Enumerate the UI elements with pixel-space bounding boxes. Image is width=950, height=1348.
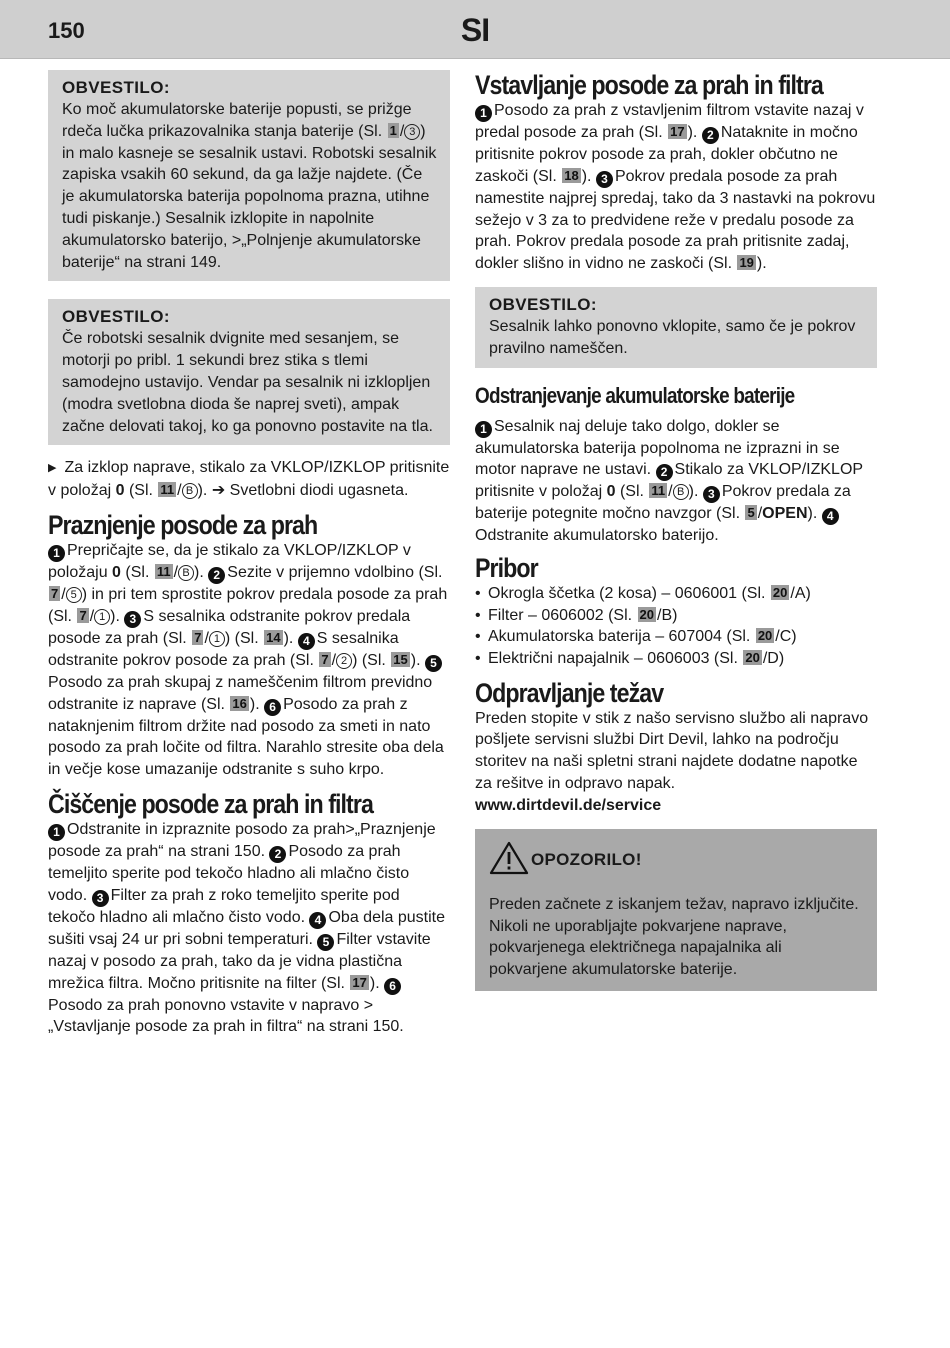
page-header	[0, 0, 950, 59]
figure-ref: 20	[772, 585, 788, 601]
left-column	[48, 70, 450, 1038]
section-title-empty-dust: Praznjenje posode za prah	[48, 509, 318, 540]
section-title-remove-battery: Odstranjevanje akumulatorske baterije	[475, 382, 795, 408]
figure-ref: 20	[745, 649, 760, 665]
figure-ref: 7	[79, 607, 87, 623]
note-box-lift	[48, 299, 450, 445]
list-item: • Električni napajalnik – 0606003 (Sl. 20 /D)	[475, 648, 877, 670]
off-instruction: ▶ Za izklop naprave, stikalo za VKLOP/IZKLOP pritisnite v položaj 0 (Sl. 11 / B ). ➔ Svetlobni diodi ugasneta.	[48, 459, 450, 500]
step-number-icon: 5	[425, 655, 442, 672]
callout-circle: 1	[209, 631, 225, 647]
step-number-icon: 5	[317, 934, 334, 951]
step-number-icon: 1	[475, 105, 492, 122]
section-body-clean-dust: 1 Odstranite in izpraznite posodo za prah>„Praznjenje posode za prah“ na strani 150. 2 Posodo za prah temeljito sperite pod tekočo hladno ali mlačno čisto vodo. 3 Filter za prah z roko temeljito sperite pod tekočo hladno ali mlačno čisto vodo. 4 Oba dela pustite sušiti vsaj 24 ur pri sobni temperaturi. 5 Filter vstavite nazaj v posodo za prah, tako da je vidna plastična mrežica filtra. Močno pritisnite na filter (Sl. 17 ). 6Posodo za prah ponovno vstavite v napravo > „Vstavljanje posode za prah in filtra“ na strani 150.	[48, 820, 446, 1036]
note-title: OBVESTILO:	[62, 78, 170, 97]
figure-ref: 19	[739, 255, 754, 271]
step-number-icon: 2	[656, 464, 673, 481]
step-number-icon: 4	[822, 508, 839, 525]
figure-ref: 20	[639, 606, 654, 622]
section-body-insert-dust: 1 Posodo za prah z vstavljenim filtrom vstavite nazaj v predal posode za prah (Sl. 17 ). 2 Nataknite in močno pritisnite pokrov posode za prah, dokler občutno ne zaskoči (Sl. 18 ). 3 Pokrov predala posode za prah namestite najprej spredaj, tako da 3 nastavki na pokrovu sežejo v 3 za to predvidene reže v predalu posode za prah. Pokrov predala posode za prah pritisnite zadaj, dokler slišno in vidno ne zaskoči (Sl. 19 ).	[475, 102, 876, 273]
step-number-icon: 4	[298, 633, 315, 650]
warning-title-row	[489, 841, 863, 880]
step-number-icon: 3	[92, 890, 109, 907]
step-number-icon: 1	[48, 824, 65, 841]
figure-ref: 18	[564, 167, 579, 183]
step-number-icon: 6	[384, 978, 401, 995]
language-code: SI	[460, 12, 490, 48]
list-item: • Filter – 0606002 (Sl. 20 /B)	[475, 605, 877, 627]
figure-ref: 7	[321, 651, 329, 667]
section-title-insert-dust: Vstavljanje posode za prah in filtra	[475, 70, 823, 100]
callout-circle: B	[182, 483, 198, 499]
figure-ref: 20	[757, 628, 773, 644]
note-text: Sesalnik lahko ponovno vklopite, samo če je pokrov pravilno nameščen.	[489, 317, 856, 357]
note-box-battery-low	[48, 70, 450, 281]
step-number-icon: 2	[702, 127, 719, 144]
figure-ref: 5	[747, 505, 755, 521]
note-title: OBVESTILO:	[489, 294, 597, 314]
triangle-bullet-icon: ▶	[48, 462, 57, 475]
callout-circle: 2	[336, 653, 352, 669]
figure-ref: 17	[670, 124, 685, 139]
step-number-icon: 3	[124, 611, 141, 628]
section-body-remove-battery: 1 Sesalnik naj deluje tako dolgo, dokler se akumulatorska baterija popolnoma ne izprazni in se motor naprave ne ustavi. 2 Stikalo za VKLOP/IZKLOP pritisnite v položaj 0 (Sl. 11 / B ). 3 Pokrov predala za baterije potegnite močno navzgor (Sl. 5 /OPEN). 4Odstranite akumulatorsko baterijo.	[475, 417, 863, 545]
figure-ref: 15	[393, 651, 408, 667]
section-title-clean-dust: Čiščenje posode za prah in filtra	[48, 788, 373, 819]
callout-circle: 1	[94, 609, 110, 625]
step-number-icon: 3	[596, 171, 613, 188]
step-number-icon: 4	[309, 912, 326, 929]
figure-ref: 7	[194, 629, 202, 645]
figure-ref: 14	[266, 629, 281, 645]
step-number-icon: 1	[48, 545, 65, 562]
warning-text: Preden začnete z iskanjem težav, napravo izključite. Nikoli ne uporabljajte pokvarjene naprave, pokvarjenega električnega napajalnika ali pokvarjene akumulatorske baterije.	[489, 895, 859, 979]
right-column	[475, 70, 877, 991]
callout-circle: 3	[404, 124, 420, 140]
note-text: Če robotski sesalnik dvignite med sesanjem, se motorji po pribl. 1 sekundi brez stika s tlemi samodejno ustavijo. Vendar pa sesalnik ni izklopljen (modra svetlobna dioda še naprej sveti), ampak začne delovati takoj, ko ga ponovno postavite na tla.	[62, 330, 433, 435]
step-number-icon: 6	[264, 699, 281, 716]
figure-ref: 7	[51, 585, 59, 601]
step-number-icon: 2	[208, 567, 225, 584]
figure-ref: 16	[232, 695, 247, 711]
list-item: • Okrogla ščetka (2 kosa) – 0606001 (Sl. 20 /A)	[475, 583, 877, 605]
note-title: OBVESTILO:	[62, 307, 170, 327]
note-text: Ko moč akumulatorske baterije popusti, se prižge rdeča lučka prikazovalnika stanja baterije (Sl. 1 / 3 ) in malo kasneje se sesalnik ustavi. Robotski sesalnik zapiska vsakih 60 sekund, da ga lažje najdete. (Če je akumulatorska baterija popolnoma prazna, utihne tudi piskanje.) Sesalnik izklopite in napolnite akumulatorsko baterijo, >„Polnjenje akumulatorske baterije“ na strani 149.	[62, 101, 437, 271]
figure-ref: 11	[651, 483, 666, 499]
accessories-list	[475, 583, 877, 669]
section-title-accessories: Pribor	[475, 553, 538, 584]
service-url: www.dirtdevil.de/service	[475, 796, 662, 814]
callout-circle: B	[178, 565, 194, 581]
step-number-icon: 3	[703, 486, 720, 503]
warning-title: OPOZORILO!	[531, 850, 642, 870]
figure-ref: 11	[160, 482, 175, 498]
warning-triangle-icon	[489, 841, 529, 880]
warning-box	[475, 829, 877, 991]
section-body-empty-dust: 1 Prepričajte se, da je stikalo za VKLOP/IZKLOP v položaju 0 (Sl. 11 / B ). 2 Sezite v prijemno vdolbino (Sl. 7 / 5 ) in pri tem sprostite pokrov predala posode za prah (Sl. 7 / 1 ). 3 S sesalnika odstranite pokrov predala posode za prah (Sl. 7 / 1 ) (Sl. 14 ). 4 S sesalnika odstranite pokrov posode za prah (Sl. 7 / 2 ) (Sl. 15 ). 5Posodo za prah skupaj z nameščenim filtrom previdno odstranite iz naprave (Sl. 16 ). 6 Posodo za prah z nataknjenim filtrom držite nad posodo za smeti in nato posodo za prah ločite od filtra. Narahlo stresite oba dela in večje kose umazanije odstranite s suho krpo.	[48, 541, 448, 779]
page-number: 150	[48, 18, 85, 43]
section-title-troubleshooting: Odpravljanje težav	[475, 677, 664, 708]
figure-ref: 17	[352, 974, 367, 990]
figure-ref: 1	[389, 122, 397, 138]
list-item: • Akumulatorska baterija – 607004 (Sl. 20 /C)	[475, 626, 877, 648]
step-number-icon: 2	[269, 846, 286, 863]
callout-circle: 5	[66, 587, 82, 603]
note-box-lid	[475, 287, 877, 368]
callout-circle: B	[673, 484, 689, 500]
troubleshooting-text: Preden stopite v stik z našo servisno službo ali napravo pošljete servisni službi Dirt Devil, lahko na področju storitev na naši spletni strani najdete dodatne napotke za rešitve in odpravo napak.	[475, 709, 869, 792]
step-number-icon: 1	[475, 421, 492, 438]
figure-ref: 11	[156, 563, 171, 579]
